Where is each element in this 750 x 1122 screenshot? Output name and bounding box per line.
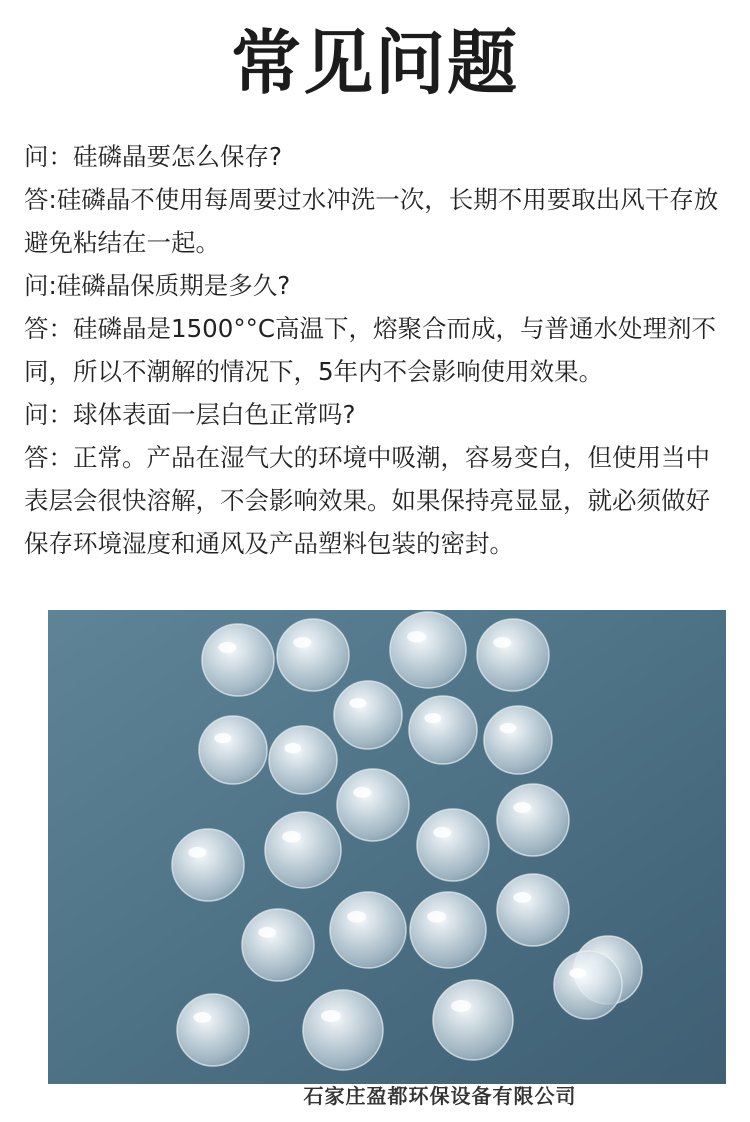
crystal-highlight — [214, 733, 231, 743]
faq-question-1: 问：硅磷晶要怎么保存? — [24, 142, 283, 171]
crystal-ball — [277, 619, 349, 691]
crystal-highlight — [493, 637, 511, 648]
crystal-highlight — [499, 723, 516, 733]
crystal-ball — [417, 809, 489, 881]
crystal-ball — [172, 829, 244, 901]
crystal-ball — [177, 994, 249, 1066]
page-title: 常见问题 — [231, 22, 519, 104]
crystal-highlight — [293, 637, 311, 648]
faq-question-2: 问:硅磷晶保质期是多久? — [24, 271, 291, 300]
crystal-highlight — [188, 847, 206, 858]
crystal-highlight — [349, 698, 366, 708]
crystal-ball — [303, 990, 383, 1070]
crystal-ball — [337, 769, 409, 841]
crystal-highlight — [258, 927, 276, 938]
crystal-ball — [242, 909, 314, 981]
crystal-ball — [202, 624, 274, 696]
crystal-highlight — [513, 892, 531, 903]
crystal-ball — [433, 980, 513, 1060]
crystal-highlight — [193, 1012, 211, 1023]
crystal-highlight — [218, 642, 236, 653]
crystal-highlight — [569, 968, 586, 978]
crystal-highlight — [282, 831, 301, 842]
crystal-balls-image — [48, 610, 726, 1084]
crystal-highlight — [407, 631, 426, 642]
crystal-ball — [409, 696, 477, 764]
crystal-highlight — [321, 1010, 341, 1022]
crystal-ball — [497, 874, 569, 946]
crystal-highlight — [433, 827, 451, 838]
crystal-highlight — [513, 802, 531, 813]
crystal-ball — [199, 716, 267, 784]
faq-answer-3: 答：正常。产品在湿气大的环境中吸潮，容易变白，但使用当中表层会很快溶解，不会影响效果。如果保持亮显显，就必须做好保存环境湿度和通风及产品塑料包装的密封。 — [24, 443, 710, 558]
crystal-ball — [330, 892, 406, 968]
crystal-ball — [390, 612, 466, 688]
crystal-highlight — [424, 713, 441, 723]
company-watermark: 石家庄盈都环保设备有限公司 — [303, 1084, 577, 1108]
crystal-highlight — [451, 1000, 471, 1012]
faq-question-3: 问：球体表面一层白色正常吗? — [24, 400, 356, 429]
faq-list — [24, 135, 734, 565]
crystal-ball — [554, 951, 622, 1019]
crystal-ball — [410, 892, 486, 968]
crystal-ball — [269, 726, 337, 794]
crystal-highlight — [353, 787, 371, 798]
crystal-highlight — [284, 743, 301, 753]
crystal-highlight — [347, 911, 366, 922]
crystal-highlight — [427, 911, 446, 922]
crystal-ball — [497, 784, 569, 856]
crystal-ball — [334, 681, 402, 749]
faq-answer-2: 答：硅磷晶是1500°°C高温下，熔聚合而成，与普通水处理剂不同，所以不潮解的情况下，5年内不会影响使用效果。 — [24, 314, 716, 386]
product-photo — [48, 610, 726, 1084]
faq-answer-1: 答:硅磷晶不使用每周要过水冲洗一次，长期不用要取出风干存放避免粘结在一起。 — [24, 185, 719, 257]
crystal-ball — [477, 619, 549, 691]
crystal-ball — [484, 706, 552, 774]
crystal-ball — [265, 812, 341, 888]
